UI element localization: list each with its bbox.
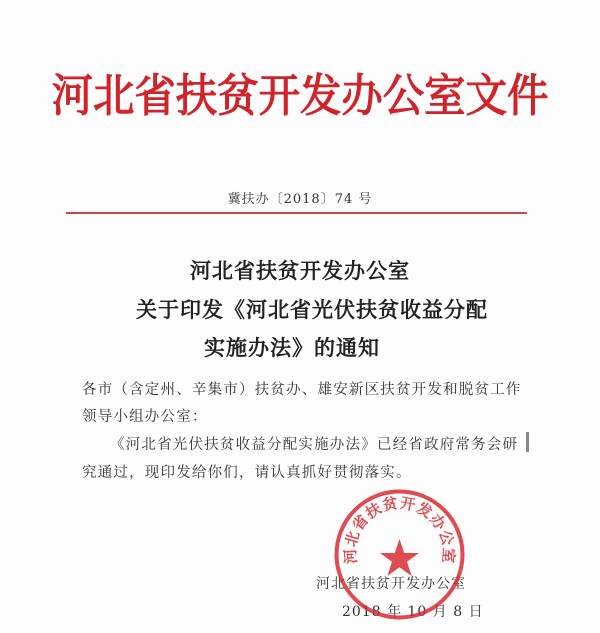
notice-title-line-1: 河北省扶贫开发办公室 xyxy=(190,258,410,283)
body-paragraph-line-2: 究通过，现印发给你们，请认真抓好贯彻落实。 xyxy=(82,465,412,481)
recipients-line-2: 领导小组办公室： xyxy=(82,409,208,425)
notice-title-line-3: 实施办法》的通知 xyxy=(204,335,380,360)
body-paragraph-line-1: 《河北省光伏扶贫收益分配实施办法》已经省政府常务会研 xyxy=(110,437,519,453)
notice-title-line-2: 关于印发《河北省光伏扶贫收益分配 xyxy=(136,297,488,322)
issue-date: 2018 年 10 月 8 日 xyxy=(342,604,484,620)
seal-text: 河北省扶贫开发办公室 xyxy=(341,493,458,565)
document-number: 冀扶办〔2018〕74 号 xyxy=(227,192,373,207)
seal-star-icon xyxy=(380,539,419,576)
red-divider-line xyxy=(66,212,527,214)
official-seal-stamp xyxy=(332,487,467,622)
recipients-line-1: 各市（含定州、辛集市）扶贫办、雄安新区扶贫开发和脱贫工作 xyxy=(82,382,522,398)
masthead-title: 河北省扶贫开发办公室文件 xyxy=(51,69,549,122)
scan-edge-mark xyxy=(526,432,529,452)
issuer-signature: 河北省扶贫开发办公室 xyxy=(316,576,466,592)
